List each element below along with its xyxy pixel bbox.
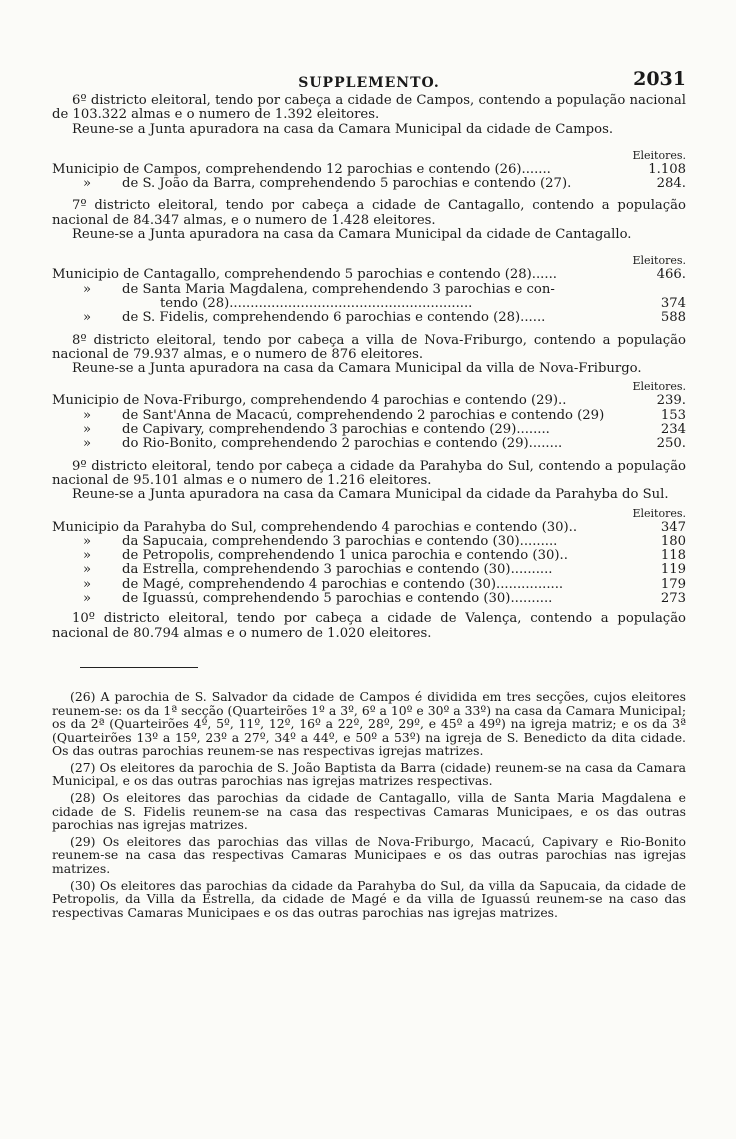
page-number: 2031	[633, 68, 686, 90]
row-text: Municipio de Campos, comprehendendo 12 parochias e contendo (26).......	[52, 162, 551, 177]
eleitores-label: Eleitores.	[632, 254, 686, 268]
table-row	[52, 535, 686, 549]
ditto-mark: »	[82, 534, 92, 549]
ditto-mark: »	[82, 592, 92, 607]
row-text: de Santa Maria Magdalena, comprehendendo 3 parochias e con-	[122, 282, 555, 297]
district-intro: 7º districto eleitoral, tendo por cabeça a cidade de Cantagallo, contendo a população nacional de 84.347 almas, e o numero de 1.428 eleitores.	[52, 198, 686, 228]
row-text: Municipio de Nova-Friburgo, comprehendendo 4 parochias e contendo (29)..	[52, 394, 567, 409]
running-title: SUPPLEMENTO.	[298, 75, 440, 91]
table-row	[52, 423, 686, 437]
table-row	[52, 563, 686, 577]
row-value: 239.	[656, 393, 686, 409]
row-value: 153	[660, 407, 686, 423]
table-row	[52, 578, 686, 592]
footnote-29: (29) Os eleitores das parochias das villas de Nova-Friburgo, Macacú, Capivary e Rio-Bonito reunem-se na casa das respectivas Camaras Municipaes e os das outras parochias nas igrejas matrizes.	[52, 833, 686, 877]
footnote-divider	[80, 667, 198, 668]
row-text: de Capivary, comprehendendo 3 parochias e contendo (29)........	[122, 423, 550, 438]
row-text: de Sant'Anna de Macacú, comprehendendo 2 parochias e contendo (29)	[122, 408, 605, 423]
row-value: 1.108	[648, 161, 686, 177]
row-value: 588	[660, 310, 686, 326]
row-value: 180	[660, 533, 686, 549]
table-row	[52, 521, 686, 535]
table-row	[52, 283, 686, 297]
ditto-mark: »	[82, 177, 92, 192]
ditto-mark: »	[82, 549, 92, 564]
district-10-intro: 10º districto eleitoral, tendo por cabeça a cidade de Valença, contendo a população nacional de 80.794 almas e o numero de 1.020 eleitores.	[52, 611, 686, 641]
table-row	[52, 163, 686, 177]
row-text: de Iguassú, comprehendendo 5 parochias e contendo (30)..........	[122, 592, 553, 607]
table-row	[52, 592, 686, 606]
district-intro: 9º districto eleitoral, tendo por cabeça a cidade da Parahyba do Sul, contendo a população nacional de 95.101 almas e o numero de 1.216 eleitores.	[52, 458, 686, 488]
footnote-28: (28) Os eleitores das parochias da cidade de Cantagallo, villa de Santa Maria Magdalena e cidade de S. Fidelis reunem-se na casa das respectivas Camaras Municipaes, e os das outras parochias nas igrejas matrizes.	[52, 790, 686, 833]
district-reune: Reune-se a Junta apuradora na casa da Camara Municipal da villa de Nova-Friburgo.	[72, 361, 642, 377]
footnotes	[52, 690, 686, 920]
table-row	[52, 311, 686, 325]
row-text: de S. Fidelis, comprehendendo 6 parochias e contendo (28)......	[122, 311, 546, 326]
row-value: 234	[660, 422, 686, 438]
row-text: Municipio da Parahyba do Sul, comprehendendo 4 parochias e contendo (30)..	[52, 520, 578, 535]
district-intro: 8º districto eleitoral, tendo por cabeça a villa de Nova-Friburgo, contendo a população nacional de 79.937 almas, e o numero de 876 eleitores.	[52, 332, 686, 362]
row-text: do Rio-Bonito, comprehendendo 2 parochias e contendo (29)........	[122, 437, 563, 452]
ditto-mark: »	[82, 408, 92, 423]
table-row	[52, 437, 686, 451]
row-text: de Petropolis, comprehendendo 1 unica parochia e contendo (30)..	[122, 549, 568, 564]
row-value: 347	[660, 519, 686, 535]
row-text: da Sapucaia, comprehendendo 3 parochias e contendo (30).........	[122, 534, 558, 549]
row-text: tendo (28)..........................................................	[160, 296, 473, 311]
footnote-27: (27) Os eleitores da parochia de S. João Baptista da Barra (cidade) reunem-se na casa da Camara Municipal, e os das outras parochias nas igrejas matrizes respectivas.	[52, 759, 686, 789]
district-reune: Reune-se a Junta apuradora na casa da Camara Municipal da cidade de Campos.	[72, 121, 614, 137]
table-row	[52, 409, 686, 423]
footnote-26: (26) A parochia de S. Salvador da cidade de Campos é dividida em tres secções, cujos eleitores reunem-se: os da 1ª secção (Quarteirões 1º a 3º, 6º a 10º e 30º a 33º) na casa da Camara Municipal; os da 2ª (Quarteirões 4º, 5º, 11º, 12º, 16º a 22º, 28º, 29º, e 45º a 49º) na igreja matriz; e os da 3ª (Quarteirões 13º a 15º, 23º a 27º, 34º a 44º, e 50º a 53º) na igreja de S. Benedicto da dita cidade. Os das outras parochias reunem-se nas respectivas igrejas matrizes.	[52, 688, 686, 759]
district-intro: 6º districto eleitoral, tendo por cabeça a cidade de Campos, contendo a população nacional de 103.322 almas e o numero de 1.392 eleitores.	[52, 93, 686, 123]
district-reune: Reune-se a Junta apuradora na casa da Camara Municipal da cidade de Cantagallo.	[72, 227, 632, 243]
table-row	[52, 268, 686, 282]
ditto-mark: »	[82, 282, 92, 297]
row-value: 284.	[656, 176, 686, 192]
district-9	[52, 460, 686, 607]
eleitores-label: Eleitores.	[632, 506, 686, 520]
row-text: de Magé, comprehendendo 4 parochias e contendo (30)................	[122, 577, 564, 592]
ditto-mark: »	[82, 437, 92, 452]
district-6	[52, 94, 686, 191]
table-row	[52, 549, 686, 563]
table-row	[52, 394, 686, 408]
row-value: 179	[660, 576, 686, 592]
ditto-mark: »	[82, 563, 92, 578]
footnote-30: (30) Os eleitores das parochias da cidade da Parahyba do Sul, da villa da Sapucaia, da cidade de Petropolis, da Villa da Estrella, da cidade de Magé e da villa de Iguassú reunem-se na caso das respectivas Camaras Municipaes e os das outras parochias nas igrejas matrizes.	[52, 877, 686, 920]
ditto-mark: »	[82, 577, 92, 592]
district-reune: Reune-se a Junta apuradora na casa da Camara Municipal da cidade da Parahyba do Sul.	[72, 487, 669, 503]
district-8	[52, 334, 686, 452]
row-value: 273	[660, 591, 686, 607]
row-value: 466.	[656, 267, 686, 283]
table-row-continuation	[52, 297, 686, 311]
row-value: 118	[660, 548, 686, 564]
page-header	[52, 68, 686, 94]
ditto-mark: »	[82, 423, 92, 438]
row-text: da Estrella, comprehendendo 3 parochias e contendo (30)..........	[122, 563, 553, 578]
table-row	[52, 177, 686, 191]
row-value: 374	[660, 295, 686, 311]
district-7	[52, 199, 686, 325]
ditto-mark: »	[82, 311, 92, 326]
row-value: 119	[660, 562, 686, 578]
row-text: Municipio de Cantagallo, comprehendendo 5 parochias e contendo (28)......	[52, 268, 557, 283]
row-text: de S. João da Barra, comprehendendo 5 parochias e contendo (27).	[122, 177, 572, 192]
eleitores-label: Eleitores.	[632, 380, 686, 394]
eleitores-label: Eleitores.	[632, 148, 686, 162]
row-value: 250.	[656, 436, 686, 452]
